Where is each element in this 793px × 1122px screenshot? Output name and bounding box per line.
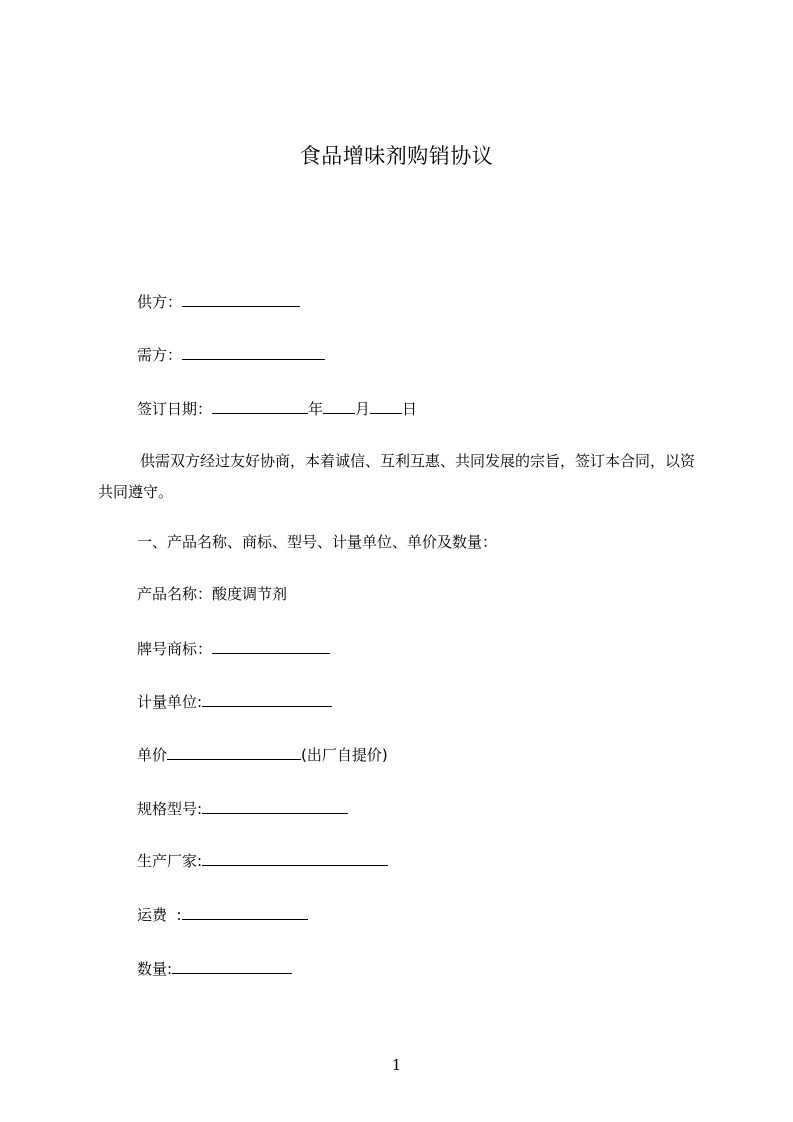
product-name-line: 产品名称：酸度调节剂	[137, 585, 288, 603]
document-title: 食品增味剂购销协议	[299, 144, 494, 168]
supplier-blank	[182, 291, 300, 307]
buyer-label: 需方：	[137, 346, 183, 364]
unit-blank	[202, 691, 332, 707]
freight-line	[137, 904, 308, 925]
spec-blank	[202, 798, 348, 814]
buyer-blank	[182, 344, 325, 360]
supplier-line	[137, 291, 300, 312]
price-line	[137, 744, 388, 765]
buyer-line	[137, 344, 325, 365]
month-blank	[323, 398, 355, 414]
manufacturer-blank	[202, 850, 388, 866]
price-note: (出厂自提价)	[301, 746, 388, 764]
spec-line	[137, 798, 348, 819]
supplier-label: 供方：	[137, 293, 183, 311]
freight-blank	[182, 904, 308, 920]
quantity-blank	[172, 958, 292, 974]
price-blank	[167, 744, 301, 760]
year-blank	[212, 398, 308, 414]
brand-label: 牌号商标：	[137, 640, 213, 658]
sign-date-label: 签订日期：	[137, 400, 213, 418]
freight-label: 运费 :	[137, 906, 182, 924]
year-label: 年	[308, 400, 324, 418]
month-label: 月	[355, 400, 371, 418]
price-label: 单价	[137, 746, 168, 764]
manufacturer-label: 生产厂家:	[137, 852, 203, 870]
section1-heading: 一、产品名称、商标、型号、计量单位、单价及数量：	[137, 533, 498, 551]
quantity-line	[137, 958, 292, 979]
day-blank	[370, 398, 402, 414]
quantity-label: 数量:	[137, 960, 173, 978]
manufacturer-line	[137, 850, 388, 871]
brand-line	[137, 638, 330, 659]
unit-line	[137, 691, 332, 712]
intro-text: 供需双方经过友好协商，本着诚信、互利互惠、共同发展的宗旨，签订本合同，以资共同遵守。	[98, 452, 696, 501]
page-number: 1	[391, 1056, 402, 1074]
intro-paragraph	[98, 446, 708, 508]
day-label: 日	[402, 400, 418, 418]
unit-label: 计量单位:	[137, 693, 203, 711]
spec-label: 规格型号:	[137, 800, 203, 818]
sign-date-line	[137, 398, 417, 419]
brand-blank	[212, 638, 330, 654]
